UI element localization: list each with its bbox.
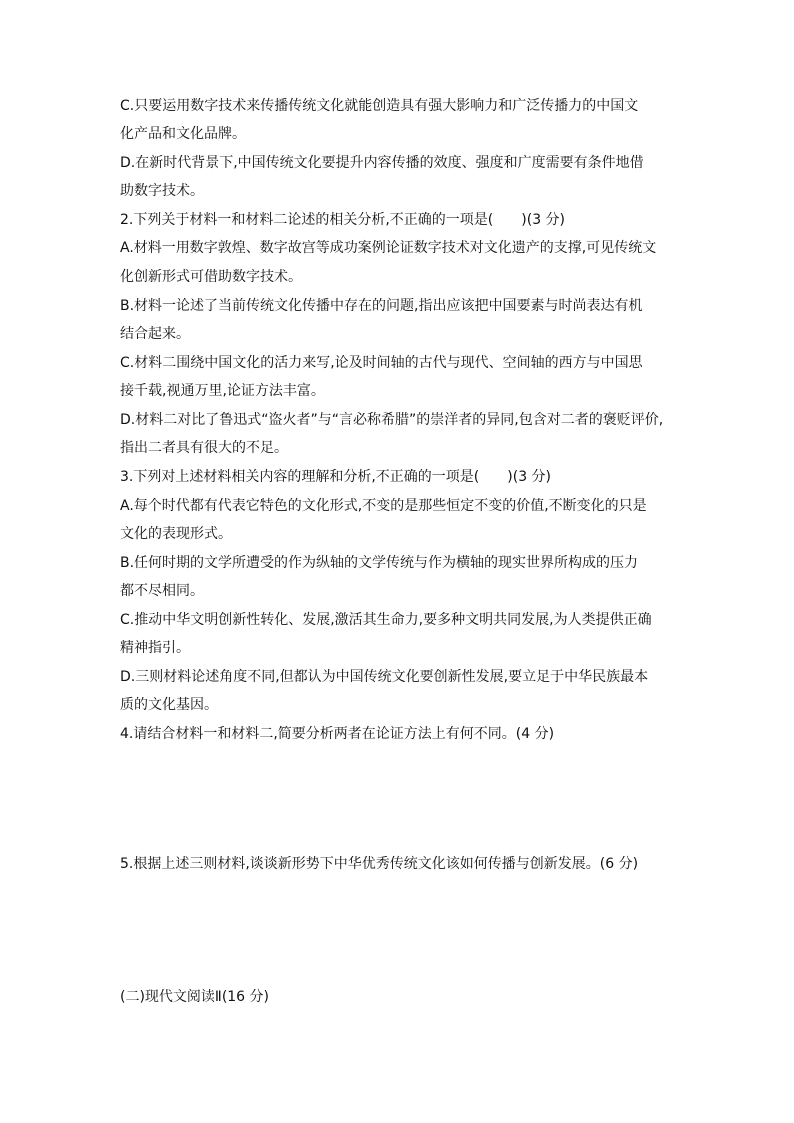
option-d-line-1: D.在新时代背景下,中国传统文化要提升内容传播的效度、强度和广度需要有条件地借 (120, 155, 644, 171)
q3-option-d-line-1: D.三则材料论述角度不同,但都认为中国传统文化要创新性发展,要立足于中华民族最本 (120, 669, 649, 685)
q2-option-c-line-1: C.材料二围绕中国文化的活力来写,论及时间轴的古代与现代、空间轴的西方与中国思 (120, 355, 643, 371)
q2-option-a-line-2: 化创新形式可借助数字技术。 (120, 269, 302, 285)
option-c-line-1: C.只要运用数字技术来传播传统文化就能创造具有强大影响力和广泛传播力的中国文 (120, 98, 639, 114)
question-4-stem: 4.请结合材料一和材料二,简要分析两者在论证方法上有何不同。(4 分) (120, 726, 555, 742)
q2-option-d-line-2: 指出二者具有很大的不足。 (120, 440, 288, 456)
option-c-line-2: 化产品和文化品牌。 (120, 126, 246, 142)
q3-option-d-line-2: 质的文化基因。 (120, 697, 218, 713)
q2-option-b-line-1: B.材料一论述了当前传统文化传播中存在的问题,指出应该把中国要素与时尚表达有机 (120, 298, 643, 314)
question-2-stem: 2.下列关于材料一和材料二论述的相关分析,不正确的一项是( )(3 分) (120, 212, 566, 228)
question-3-stem: 3.下列对上述材料相关内容的理解和分析,不正确的一项是( )(3 分) (120, 469, 552, 485)
q3-option-b-line-1: B.任何时期的文学所遭受的作为纵轴的文学传统与作为横轴的现实世界所构成的压力 (120, 555, 639, 571)
q3-option-b-line-2: 都不尽相同。 (120, 583, 204, 599)
q2-option-b-line-2: 结合起来。 (120, 326, 190, 342)
q2-option-d-line-1: D.材料二对比了鲁迅式“盗火者”与“言必称希腊”的崇洋者的异同,包含对二者的褒贬评价, (120, 412, 664, 428)
q2-option-c-line-2: 接千载,视通万里,论证方法丰富。 (120, 383, 325, 399)
q3-option-c-line-2: 精神指引。 (120, 640, 190, 656)
q3-option-a-line-1: A.每个时代都有代表它特色的文化形式,不变的是那些恒定不变的价值,不断变化的只是 (120, 498, 647, 514)
q3-option-a-line-2: 文化的表现形式。 (120, 526, 232, 542)
option-d-line-2: 助数字技术。 (120, 183, 204, 199)
question-5-stem: 5.根据上述三则材料,谈谈新形势下中华优秀传统文化该如何传播与创新发展。(6 分) (120, 856, 639, 872)
section-heading: (二)现代文阅读Ⅱ(16 分) (120, 989, 270, 1005)
q3-option-c-line-1: C.推动中华文明创新性转化、发展,激活其生命力,要多种文明共同发展,为人类提供正确 (120, 612, 652, 628)
q2-option-a-line-1: A.材料一用数字敦煌、数字故宫等成功案例论证数字技术对文化遗产的支撑,可见传统文 (120, 240, 657, 256)
